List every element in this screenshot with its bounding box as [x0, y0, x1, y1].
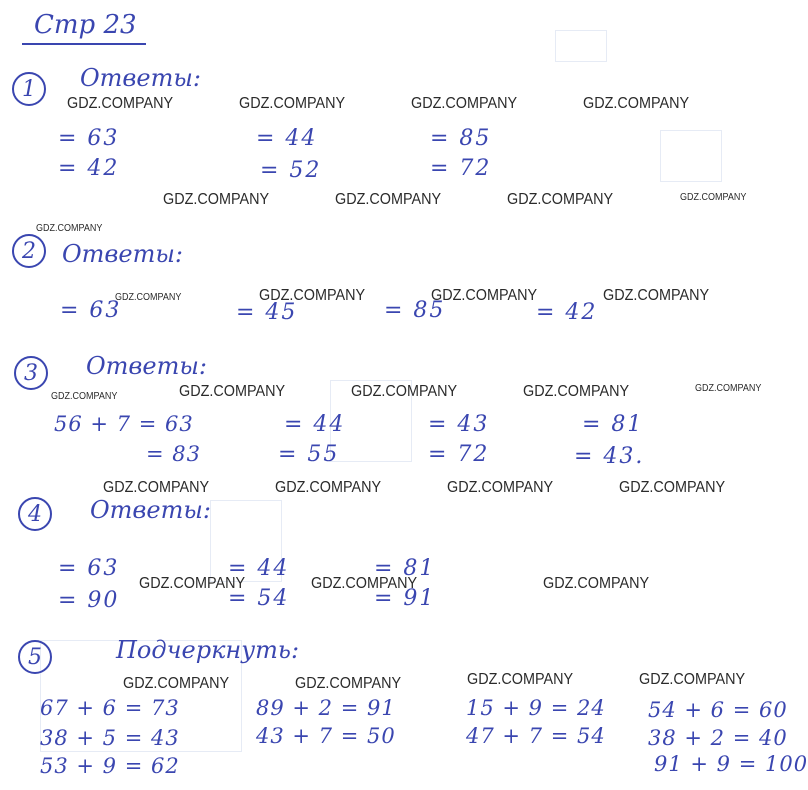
answer: = 52 [260, 158, 322, 183]
section-label: Ответы: [80, 64, 201, 92]
watermark: GDZ.COMPANY [467, 671, 574, 688]
answer: = 54 [228, 586, 290, 611]
answer: 56 + 7 = 63 [54, 412, 194, 436]
answer: = 45 [236, 300, 298, 325]
answer: = 83 [146, 442, 201, 466]
section-number: 4 [18, 497, 52, 531]
watermark: GDZ.COMPANY [351, 383, 458, 400]
answer: = 81 [582, 412, 644, 437]
answer: = 81 [374, 556, 436, 581]
answer: = 90 [58, 588, 120, 613]
answer: = 42 [58, 156, 120, 181]
watermark: GDZ.COMPANY [163, 191, 270, 208]
answer: = 85 [430, 126, 492, 151]
answer: = 43. [574, 444, 645, 469]
watermark: GDZ.COMPANY [239, 95, 346, 112]
section-number: 3 [14, 356, 48, 390]
equation: 38 + 2 = 40 [648, 726, 788, 750]
equation: 15 + 9 = 24 [466, 696, 606, 720]
answer: = 91 [374, 586, 436, 611]
equation: 43 + 7 = 50 [256, 724, 396, 748]
watermark: GDZ.COMPANY [431, 287, 538, 304]
watermark: GDZ.COMPANY [603, 287, 710, 304]
background-grid-mark [555, 30, 607, 62]
watermark: GDZ.COMPANY [311, 575, 418, 592]
equation: 53 + 9 = 62 [40, 754, 180, 778]
section-label: Ответы: [90, 496, 211, 524]
title-underline [22, 43, 146, 45]
background-grid-mark [660, 130, 722, 182]
equation: 89 + 2 = 91 [256, 696, 396, 720]
watermark: GDZ.COMPANY [115, 292, 182, 303]
answer: = 63 [60, 298, 122, 323]
section-number: 2 [12, 234, 46, 268]
equation: 67 + 6 = 73 [40, 696, 180, 720]
watermark: GDZ.COMPANY [259, 287, 366, 304]
equation: 54 + 6 = 60 [648, 698, 788, 722]
answer: = 72 [428, 442, 490, 467]
watermark: GDZ.COMPANY [123, 675, 230, 692]
answer: = 43 [428, 412, 490, 437]
watermark: GDZ.COMPANY [275, 479, 382, 496]
equation: 91 + 9 = 100 [654, 752, 808, 776]
watermark: GDZ.COMPANY [695, 383, 762, 394]
watermark: GDZ.COMPANY [103, 479, 210, 496]
watermark: GDZ.COMPANY [639, 671, 746, 688]
watermark: GDZ.COMPANY [583, 95, 690, 112]
watermark: GDZ.COMPANY [523, 383, 630, 400]
answer: = 44 [256, 126, 318, 151]
answer: = 44 [228, 556, 290, 581]
answer: = 42 [536, 300, 598, 325]
section-label: Ответы: [86, 352, 207, 380]
watermark: GDZ.COMPANY [680, 192, 747, 203]
watermark: GDZ.COMPANY [543, 575, 650, 592]
watermark: GDZ.COMPANY [179, 383, 286, 400]
section-label: Ответы: [62, 240, 183, 268]
watermark: GDZ.COMPANY [447, 479, 554, 496]
answer: = 63 [58, 126, 120, 151]
watermark: GDZ.COMPANY [507, 191, 614, 208]
watermark: GDZ.COMPANY [295, 675, 402, 692]
watermark: GDZ.COMPANY [36, 223, 103, 234]
watermark: GDZ.COMPANY [335, 191, 442, 208]
page-title: Стр 23 [34, 10, 137, 40]
watermark: GDZ.COMPANY [67, 95, 174, 112]
section-number: 1 [12, 72, 46, 106]
equation: 47 + 7 = 54 [466, 724, 606, 748]
answer: = 85 [384, 298, 446, 323]
answer: = 55 [278, 442, 340, 467]
answer: = 63 [58, 556, 120, 581]
watermark: GDZ.COMPANY [51, 391, 118, 402]
watermark: GDZ.COMPANY [139, 575, 246, 592]
equation: 38 + 5 = 43 [40, 726, 180, 750]
section-label: Подчеркнуть: [116, 636, 300, 664]
watermark: GDZ.COMPANY [619, 479, 726, 496]
watermark: GDZ.COMPANY [411, 95, 518, 112]
answer: = 44 [284, 412, 346, 437]
section-number: 5 [18, 640, 52, 674]
answer: = 72 [430, 156, 492, 181]
